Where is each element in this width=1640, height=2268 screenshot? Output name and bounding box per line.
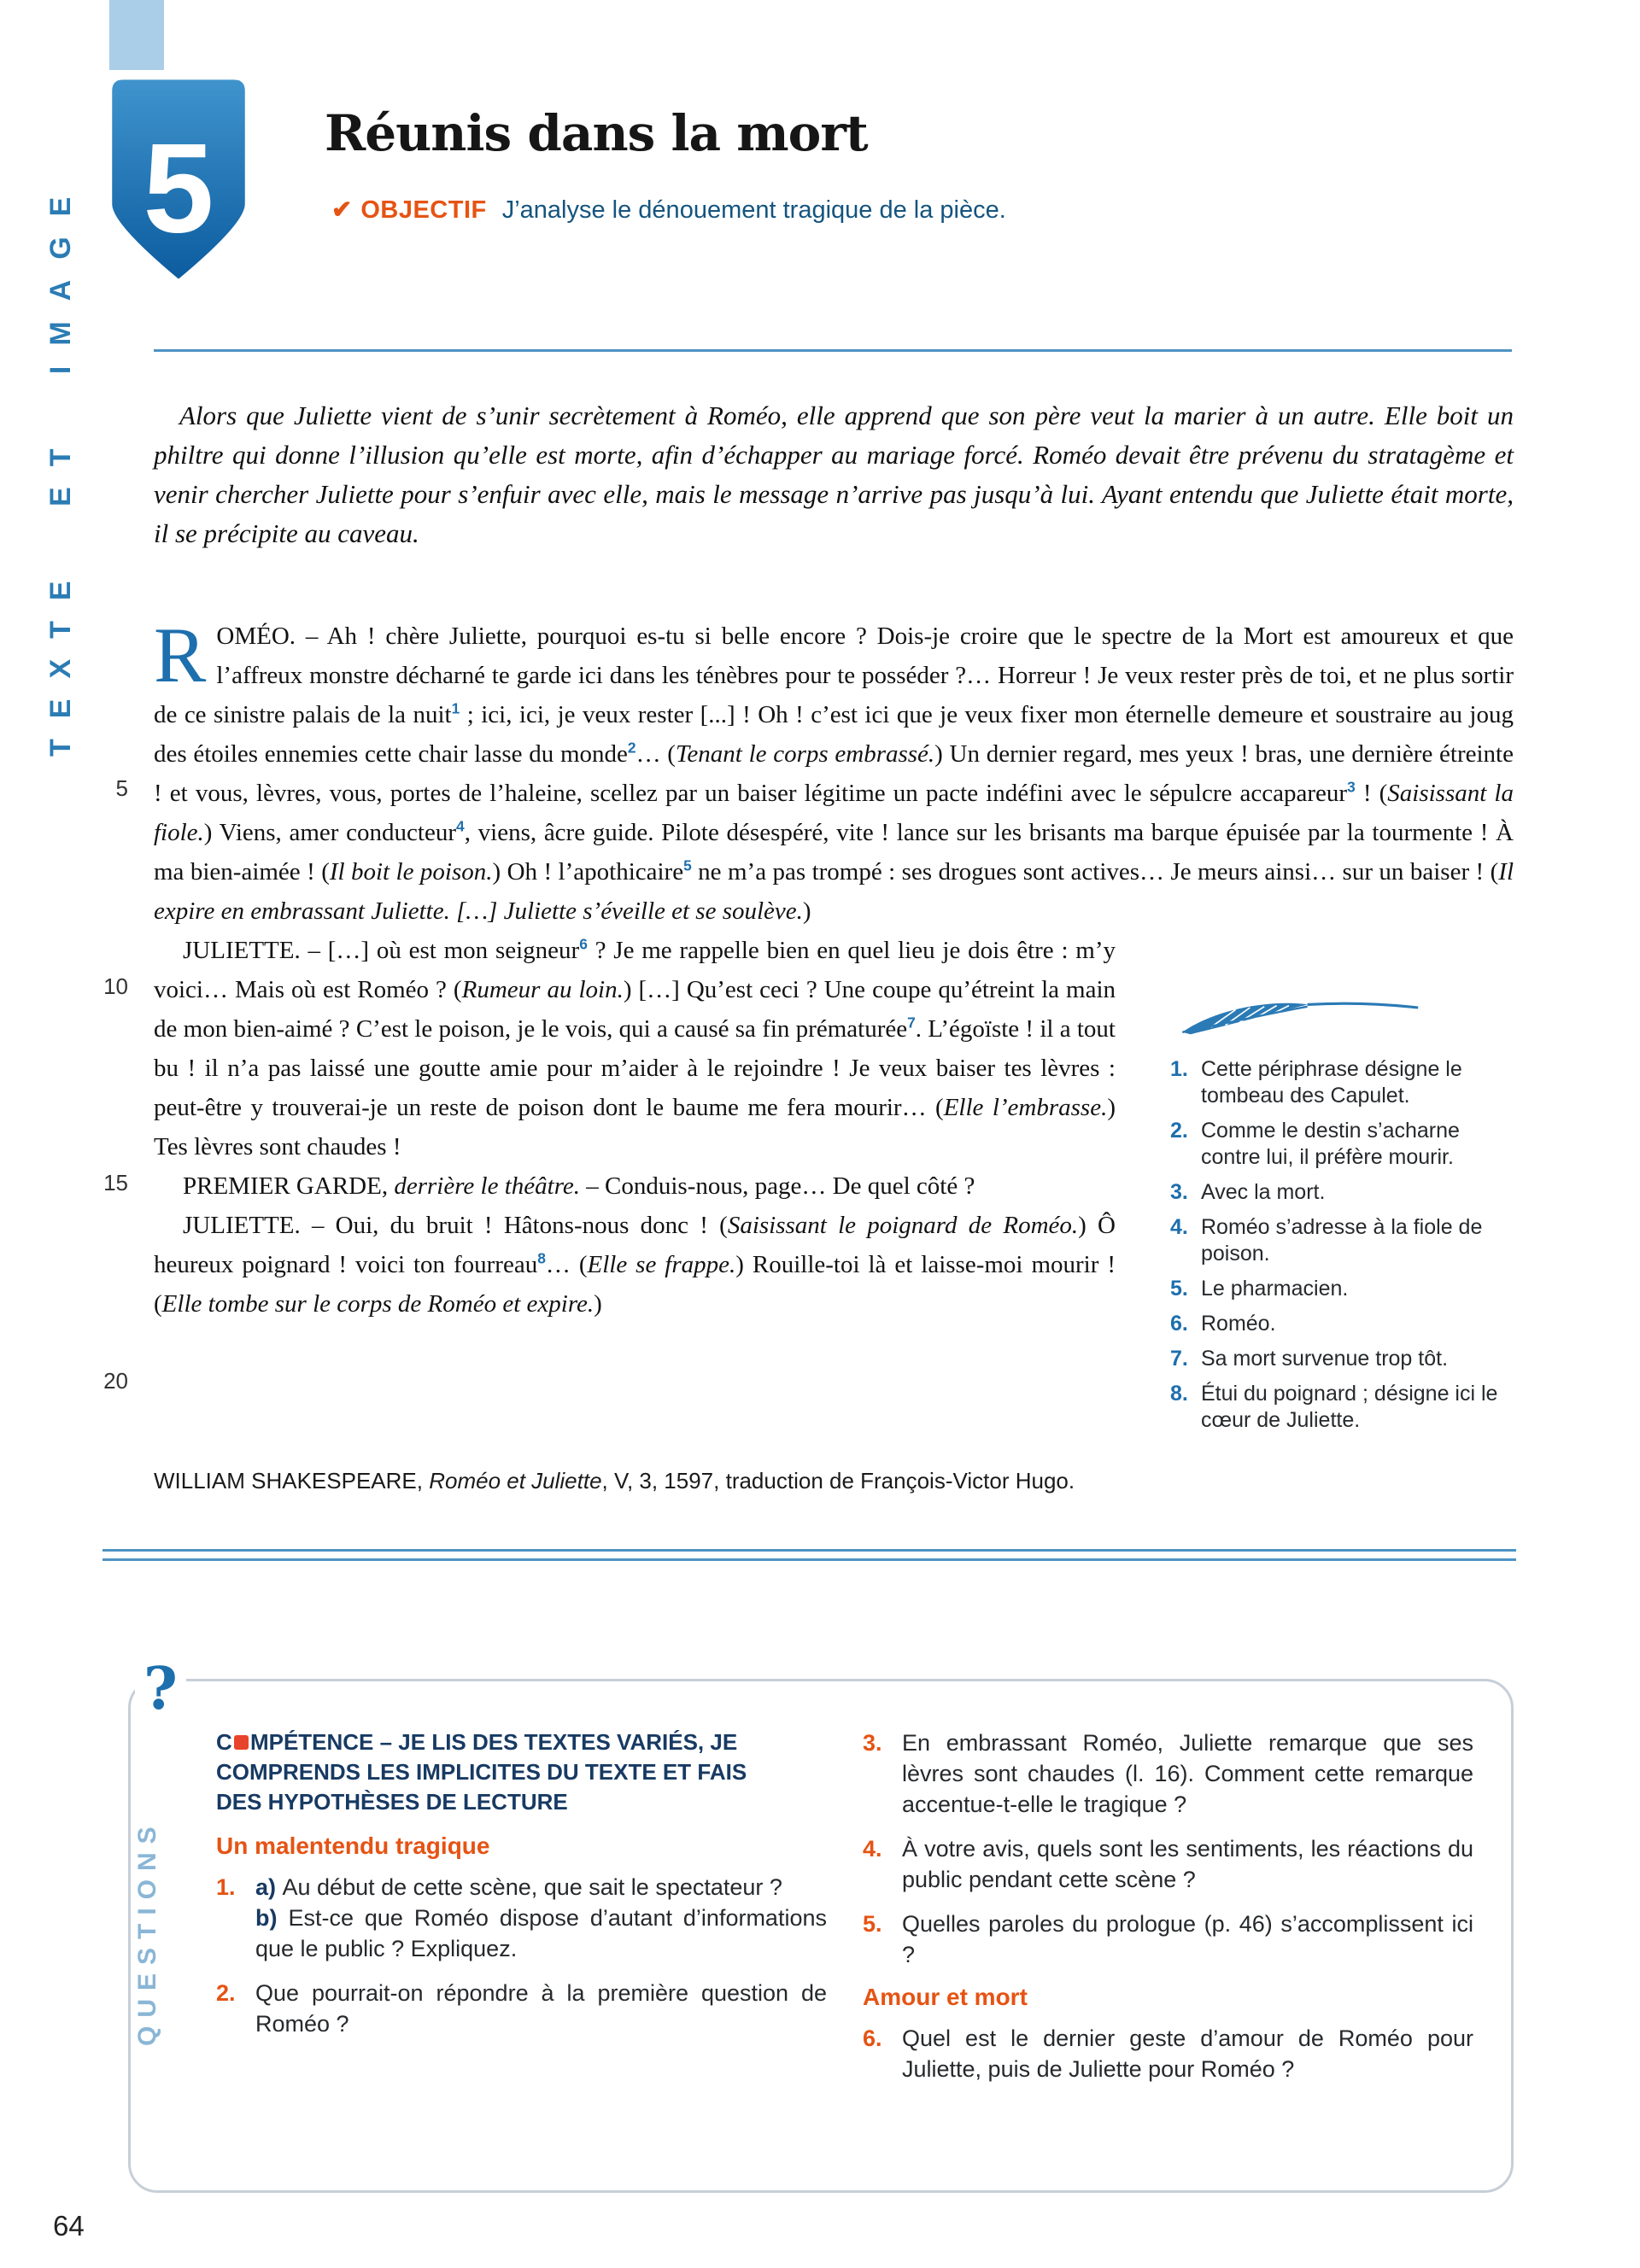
footnote (1170, 1346, 1514, 1372)
question-4-text: À votre avis, quels sont les sentiments, les réactions du public pendant cette scène ? (902, 1836, 1473, 1892)
section-side-label: TEXTE ET IMAGE (44, 176, 77, 757)
question-3-text: En embrassant Roméo, Juliette remarque que ses lèvres sont chaudes (l. 16). Comment cette remarque accentue-t-elle le tragique ? (902, 1730, 1473, 1817)
footnote-text: Étui du poignard ; désigne ici le cœur de Juliette. (1201, 1382, 1498, 1432)
footnote-text: Comme le destin s’acharne contre lui, il préfère mourir. (1201, 1119, 1460, 1169)
quill-icon (1175, 997, 1514, 1043)
footnote-text: Cette périphrase désigne le tombeau des Capulet. (1201, 1057, 1462, 1108)
double-divider (102, 1549, 1516, 1561)
footnote-number: 8. (1170, 1382, 1188, 1406)
footnote-number: 1. (1170, 1057, 1188, 1081)
romeo-speech (154, 611, 1514, 931)
play-text (154, 611, 1514, 1494)
footnote-number: 6. (1170, 1312, 1188, 1336)
question-4 (863, 1833, 1473, 1895)
romeo-speech-text: OMÉO. – Ah ! chère Juliette, pourquoi es-tu si belle encore ? Dois-je croire que le spectre de la Mort est amoureux et que l’affreux monstre décharné te garde ici dans les ténèbres pour te posséder ?… Horreur ! Je veux rester près de toi, et ne plus sortir de ce sinistre palais de la nuit$^1$ ; ici, ici, je veux rester [...] ! Oh ! c’est ici que je veux fixer mon éternelle demeure et soustraire au joug des étoiles ennemies cette chair lasse du monde$^2$… (Tenant le corps embrassé.) Un dernier regard, mes yeux ! bras, une dernière étreinte ! et vous, lèvres, vous, portes de l’haleine, scellez par un baiser légitime un pacte indéfini avec le sépulcre accapareur$^3$ ! (Saisissant la fiole.) Viens, amer conducteur$^4$, viens, âcre guide. Pilote désespéré, vite ! lance sur les brisants ma barque épuisée par la tourmente ! À ma bien-aimée ! (Il boit le poison.) Oh ! l’apothicaire$^5$ ne m’a pas trompé : ses drogues sont actives… Je meurs ainsi… sur un baiser ! (Il expire en embrassant Juliette. […] Juliette s’éveille et se soulève.) (154, 623, 1514, 925)
source-attribution: WILLIAM SHAKESPEARE, Roméo et Juliette, V, 3, 1597, traduction de François-Victor Hugo. (154, 1468, 1075, 1493)
competence-heading: C MPÉTENCE – JE LIS DES TEXTES VARIÉS, JE COMPRENDS LES IMPLICITES DU TEXTE ET FAIS DES HYPOTHÈSES DE LECTURE (216, 1729, 747, 1815)
divider-line (154, 349, 1512, 352)
footnote-number: 3. (1170, 1180, 1188, 1204)
questions-side-label: QUESTIONS (133, 1818, 161, 2046)
question-2 (216, 1978, 827, 2039)
footnote-number: 2. (1170, 1119, 1188, 1143)
question-number: 2. (216, 1980, 236, 2006)
check-icon: ✔ (331, 196, 353, 224)
footnote (1170, 1214, 1514, 1267)
question-1 (216, 1872, 827, 1964)
text-and-notes-columns (154, 931, 1514, 1442)
page-title: Réunis dans la mort (325, 104, 868, 162)
question-5-text: Quelles paroles du prologue (p. 46) s’accomplissent ici ? (902, 1911, 1473, 1967)
intro-summary: Alors que Juliette vient de s’unir secrètement à Roméo, elle apprend que son père veut la marier à un autre. Elle boit un philtre qui donne l’illusion qu’elle est morte, afin d’échapper au mariage forcé. Roméo devait être prévenu du stratagème et venir chercher Juliette pour s’enfuir avec elle, mais le message n’arrive pas jusqu’à lui. Ayant entendu que Juliette était morte, il se précipite au caveau. (154, 400, 1514, 548)
footnote (1170, 1381, 1514, 1434)
juliette-speech-2: JULIETTE. – Oui, du bruit ! Hâtons-nous donc ! (Saisissant le poignard de Roméo.) Ô heureux poignard ! voici ton fourreau$^8$… (Elle se frappe.) Rouille-toi là et laisse-moi mourir ! (Elle tombe sur le corps de Roméo et expire.) (154, 1212, 1116, 1318)
question-number: 3. (863, 1730, 882, 1756)
question-1a: a) Au début de cette scène, que sait le spectateur ? (255, 1874, 782, 1900)
questions-box (128, 1679, 1514, 2193)
question-3 (863, 1727, 1473, 1820)
chapter-badge (109, 77, 248, 282)
question-number: 1. (216, 1874, 236, 1900)
footnote (1170, 1179, 1514, 1206)
line-number-20: 20 (103, 1368, 128, 1394)
footnote (1170, 1311, 1514, 1337)
question-number: 6. (863, 2025, 882, 2051)
footnote-text: Sa mort survenue trop tôt. (1201, 1347, 1449, 1371)
question-5 (863, 1909, 1473, 1970)
objective-text: J’analyse le dénouement tragique de la pièce. (501, 196, 1006, 224)
notes-column (1170, 931, 1514, 1442)
question-6 (863, 2023, 1473, 2084)
question-number: 4. (863, 1836, 882, 1862)
page-number: 64 (53, 2210, 85, 2242)
question-1b: b) Est-ce que Roméo dispose d’autant d’informations que le public ? Expliquez. (255, 1905, 827, 1961)
decorative-corner-bar (109, 0, 164, 70)
footnote-text: Le pharmacien. (1201, 1277, 1349, 1301)
footnote (1170, 1276, 1514, 1302)
garde-speech: PREMIER GARDE, derrière le théâtre. – Conduis-nous, page… De quel côté ? (183, 1172, 975, 1200)
question-2-text: Que pourrait-on répondre à la première question de Roméo ? (255, 1980, 827, 2037)
question-number: 5. (863, 1911, 882, 1937)
line-number-15: 15 (103, 1170, 128, 1195)
juliette-speech-1: JULIETTE. – […] où est mon seigneur$^6$ ? Je me rappelle bien en quel lieu je dois être : m’y voici… Mais où est Roméo ? (Rumeur au loin.) […] Qu’est ceci ? Une coupe qu’étreint la main de mon bien-aimé ? C’est le poison, je le vois, qui a causé sa fin prématurée$^7$. L’égoïste ! il a tout bu ! il n’a pas laissé une goutte amie pour m’aider à le rejoindre ! Je veux baiser tes lèvres : peut-être y trouverai-je un reste de poison dont le baume me fera mourir… (Elle l’embrasse.) Tes lèvres sont chaudes ! (154, 935, 1116, 1160)
dropcap-letter: R (154, 611, 207, 699)
chapter-number: 5 (143, 116, 214, 260)
footnote-text: Roméo. (1201, 1312, 1276, 1336)
footnote-number: 5. (1170, 1277, 1188, 1301)
shield-icon (109, 77, 248, 282)
questions-right-column (863, 1727, 1473, 2098)
question-mark-icon: ? (135, 1660, 186, 1718)
footnote (1170, 1118, 1514, 1171)
line-number-10: 10 (103, 973, 128, 999)
footnote-text: Avec la mort. (1201, 1180, 1326, 1204)
footnote (1170, 1056, 1514, 1109)
footnote-number: 7. (1170, 1347, 1188, 1371)
footnote-text: Roméo s’adresse à la fiole de poison. (1201, 1215, 1483, 1266)
subheading-amour-et-mort: Amour et mort (863, 1984, 1028, 2010)
footnote-number: 4. (1170, 1215, 1188, 1239)
question-6-text: Quel est le dernier geste d’amour de Roméo pour Juliette, puis de Juliette pour Roméo ? (902, 2025, 1473, 2082)
objective-line (331, 195, 1006, 225)
subheading-malentendu: Un malentendu tragique (216, 1833, 490, 1859)
line-number-5: 5 (115, 775, 128, 801)
questions-grid (131, 1681, 1511, 2098)
objective-label: OBJECTIF (360, 196, 487, 224)
questions-left-column (216, 1727, 827, 2098)
narrow-text-column (154, 931, 1116, 1442)
